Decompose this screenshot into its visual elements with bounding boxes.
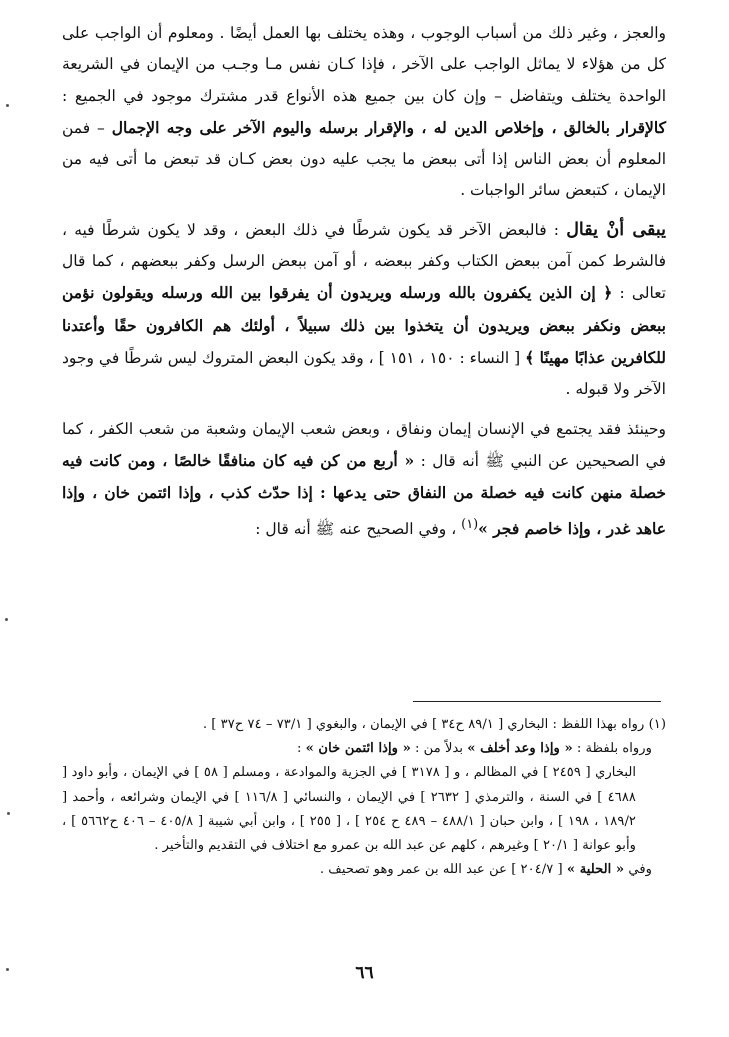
paragraph-1 <box>62 18 666 207</box>
paragraph-2-lead: يبقى أنْ يقال <box>566 219 666 240</box>
footnote-divider <box>413 701 661 702</box>
footnotes-section <box>62 713 666 882</box>
paragraph-2-text-a: : فالبعض الآخر قد يكون شرطًا في ذلك البعض ، وقد لا يكون شرطًا فيه ، فالشرط كمن آمن ببعض الكتاب وكفر ببعضه ، أو آمن ببعض الرسل وكفر ببعضهم ، كما قال تعالى : <box>62 220 667 303</box>
main-text-body <box>62 18 666 546</box>
footnote-line-4-c: [ ٢٠٤/٧ ] عن عبد الله بن عمر وهو تصحيف . <box>319 862 567 878</box>
footnote-line-2-b: « وإذا وعد أخلف » <box>467 741 573 757</box>
paragraph-3-text-a: وحينئذ فقد يجتمع في الإنسان إيمان ونفاق ، وبعض شعب الإيمان وشعبة من شعب الكفر ، كما في الصحيحين عن النبي ﷺ أنه قال : <box>62 419 666 470</box>
scan-dot-mark <box>6 104 9 107</box>
footnote-line-2-c: بدلاً من : <box>410 741 468 757</box>
footnote-line-1: (١) رواه بهذا اللفظ : البخاري [ ٨٩/١ ح٣٤ ] في الإيمان ، والبغوي [ ٧٣/١ – ٧٤ ح٣٧ ] . <box>202 717 666 732</box>
footnote-line-4-b: « الحلية » <box>566 862 625 878</box>
footnote-line-3: البخاري [ ٢٤٥٩ ] في المظالم ، و [ ٣١٧٨ ] في الجزية والموادعة ، ومسلم [ ٥٨ ] في الإيمان ، وأبو داود [ ٤٦٨٨ ] في السنة ، والترمذي [ ٢٦٣٢ ] في الإيمان ، والنسائي [ ١١٦/٨ ] في الإيمان وشرائعه ، وأحمد [ ١٨٩/٢ ، ١٩٨ ] ، وابن حبان [ ٤٨٨/١ – ٤٨٩ ح ٢٥٤ ] ، [ ٢٥٥ ] ، وابن أبي شيبة [ ٤٠٥/٨ – ٤٠٦ ح٥٦٦٢ ] ، وأبو عوانة [ ٢٠/١ ] وغيرهم ، كلهم عن عبد الله بن عمرو مع اختلاف في التقديم والتأخير . <box>62 765 637 854</box>
scan-dot-mark <box>6 968 9 971</box>
footnote-line-2-d: « وإذا ائتمن خان » <box>305 741 411 757</box>
footnote-line-2 <box>62 737 666 761</box>
paragraph-1-bold: كالإقرار بالخالق ، وإخلاص الدين له ، والإقرار برسله واليوم الآخر على وجه الإجمال <box>111 117 666 137</box>
paragraph-1-text-b: – فمن المعلوم أن بعض الناس إذا أتى ببعض ما يجب عليه دون بعض كـان قد تبعض ما أتى فيه من الإيمان ، كتبعض سائر الواجبات . <box>62 118 666 200</box>
paragraph-2-text-b: [ النساء : ١٥٠ ، ١٥١ ] ، وقد يكون البعض المتروك ليس شرطًا في وجود الآخر ولا قبوله . <box>62 348 666 399</box>
footnote-line-4-a: وفي <box>624 862 652 878</box>
footnote-line-4 <box>62 858 666 882</box>
footnote-ref-1[interactable]: (١) <box>461 517 479 533</box>
paragraph-3-text-b: ، وفي الصحيح عنه ﷺ أنه قال : <box>255 520 462 539</box>
hadith-text: « أربع من كن فيه كان منافقًا خالصًا ، ومن كانت فيه خصلة منهن كانت فيه خصلة من النفاق حتى يدعها : إذا حدّث كذب ، وإذا ائتمن خان ، وإذا عاهد غدر ، وإذا خاصم فجر » <box>62 450 666 539</box>
footnote-line-2-a: ورواه بلفظة : <box>572 741 652 757</box>
scan-dot-mark <box>7 812 10 815</box>
page-number: ٦٦ <box>355 963 374 983</box>
scan-dot-mark <box>5 618 8 621</box>
paragraph-3 <box>62 414 666 546</box>
paragraph-1-text-a: والعجز ، وغير ذلك من أسباب الوجوب ، وهذه يختلف بها العمل أيضًا . ومعلوم أن الواجب على كل من هؤلاء لا يماثل الواجب على الآخر ، فإذا كـان نفس مـا وجـب من الإيمان في الشريعة الواحدة يختلف ويتفاضل – وإن كان بين جميع هذه الأنواع قدر مشترك موجود في الجميع : <box>62 24 666 105</box>
footnote-line-2-e: : <box>296 741 306 757</box>
paragraph-2 <box>62 215 666 406</box>
quran-verse: ﴿ إن الذين يكفرون بالله ورسله ويريدون أن يفرقوا بين الله ورسله ويقولون نؤمن ببعض ونكفر ببعض ويريدون أن يتخذوا بين ذلك سبيلاً ، أولئك هم الكافرون حقًا وأعتدنا للكافرين عذابًا مهينًا ﴾ <box>62 283 666 367</box>
